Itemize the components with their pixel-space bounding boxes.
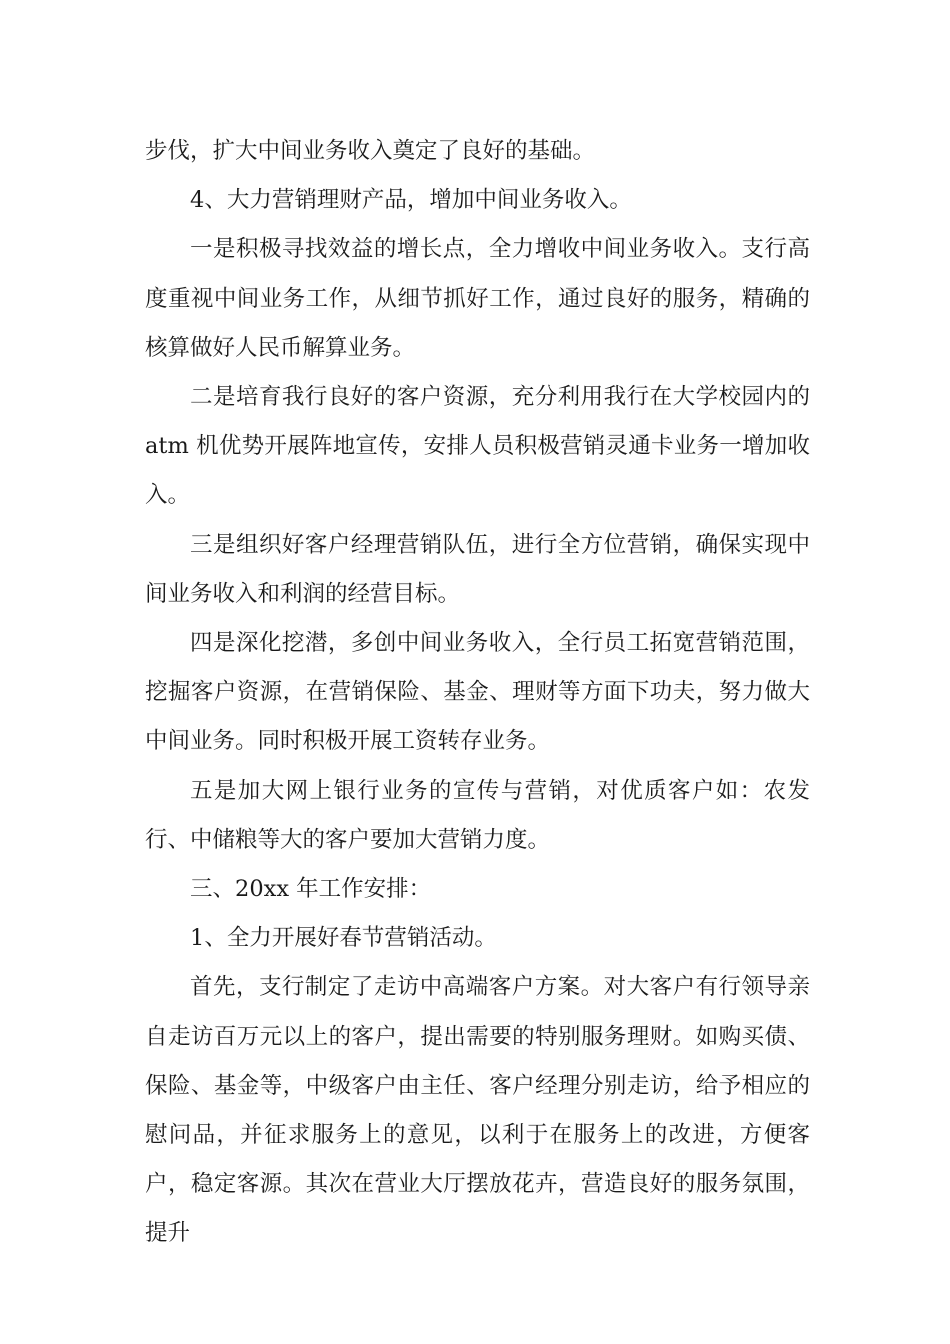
paragraph-point-3: 三是组织好客户经理营销队伍，进行全方位营销，确保实现中间业务收入和利润的经营目标。 — [145, 531, 810, 607]
section-heading-3: 三、20xx 年工作安排： — [190, 876, 432, 903]
paragraph-point-2: 二是培育我行良好的客户资源，充分利用我行在大学校园内的atm 机优势开展阵地宣传，安排人员积极营销灵通卡业务一增加收入。 — [145, 384, 810, 509]
subheading-1: 1、全力开展好春节营销活动。 — [190, 925, 497, 952]
paragraph-point-5: 五是加大网上银行业务的宣传与营销，对优质客户如：农发行、中储粮等大的客户要加大营销力度。 — [145, 777, 810, 853]
paragraph-point-4: 四是深化挖潜，多创中间业务收入，全行员工拓宽营销范围，挖掘客户资源，在营销保险、基金、理财等方面下功夫，努力做大中间业务。同时积极开展工资转存业务。 — [145, 630, 810, 755]
paragraph-first: 首先，支行制定了走访中高端客户方案。对大客户有行领导亲自走访百万元以上的客户，提出需要的特别服务理财。如购买债、保险、基金等，中级客户由主任、客户经理分别走访，给予相应的慰问品，并征求服务上的意见，以利于在服务上的改进，方便客户，稳定客源。其次在营业大厅摆放花卉，营造良好的服务氛围，提升 — [145, 974, 810, 1247]
paragraph-heading-4: 4、大力营销理财产品，增加中间业务收入。 — [190, 187, 632, 214]
document-body — [145, 127, 810, 1259]
paragraph-point-1: 一是积极寻找效益的增长点，全力增收中间业务收入。支行高度重视中间业务工作，从细节抓好工作，通过良好的服务，精确的核算做好人民币解算业务。 — [145, 236, 810, 361]
paragraph-continuation: 步伐，扩大中间业务收入奠定了良好的基础。 — [145, 138, 596, 164]
